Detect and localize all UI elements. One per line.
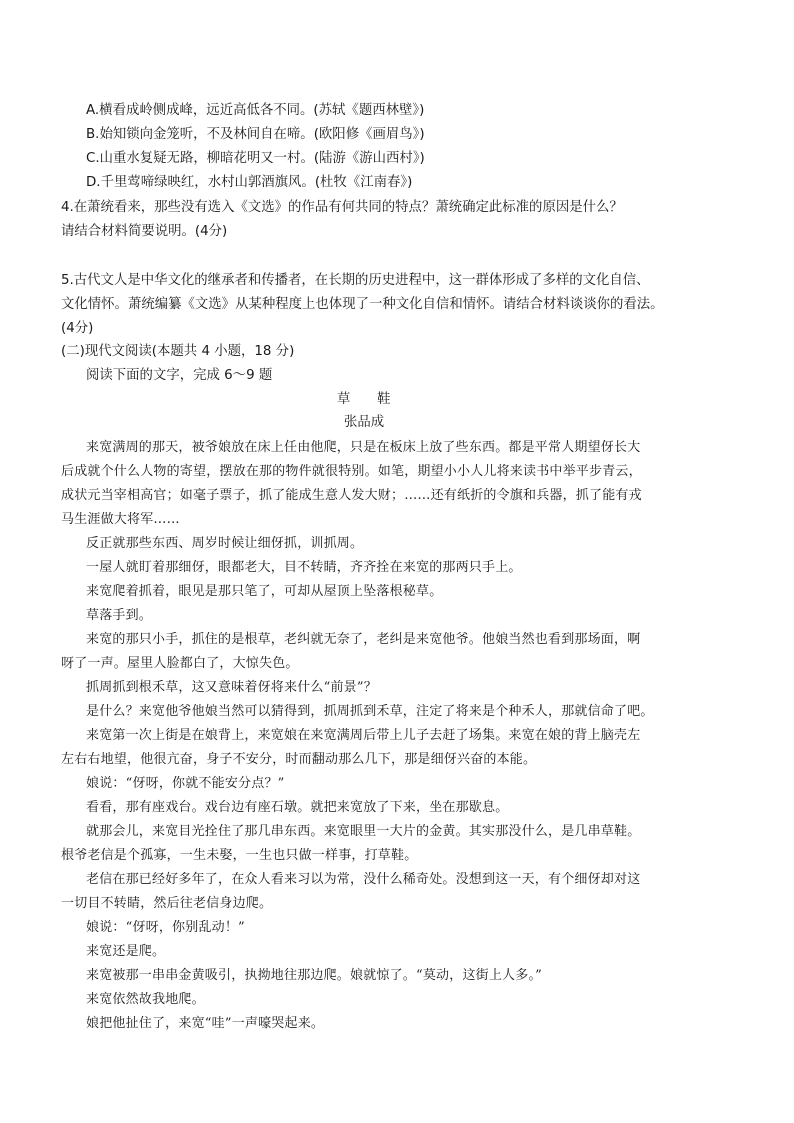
story-paragraph-line: 呀了一声。屋里人脸都白了，大惊失色。 bbox=[61, 656, 299, 671]
story-paragraph-line: 一切目不转睛，然后往老信身边爬。 bbox=[61, 896, 273, 911]
story-paragraph-line: 来宽爬着抓着，眼见是那只笔了，可却从屋顶上坠落根秘草。 bbox=[86, 584, 443, 599]
section-instruction: 阅读下面的文字，完成 6～9 题 bbox=[86, 368, 273, 383]
question-4-line-2: 请结合材料简要说明。(4分) bbox=[61, 224, 228, 239]
story-paragraph-line: 来宽依然故我地爬。 bbox=[86, 992, 205, 1007]
question-4-line-1: 4.在萧统看来，那些没有选入《文选》的作品有何共同的特点？萧统确定此标准的原因是什么？ bbox=[61, 200, 623, 215]
story-paragraph-line: 就那会儿，来宽目光拴住了那几串东西。来宽眼里一大片的金黄。其实那没什么，是几串草鞋。 bbox=[86, 824, 641, 839]
story-paragraph-line: 娘说：“伢呀，你别乱动！” bbox=[86, 920, 245, 935]
story-paragraph-line: 抓周抓到根禾草，这又意味着伢将来什么“前景”？ bbox=[86, 680, 377, 695]
option-d: D.千里莺啼绿映红，水村山郭酒旗风。(杜牧《江南春》) bbox=[86, 175, 413, 190]
story-paragraph-line: 一屋人就盯着那细伢，眼都老大，目不转睛，齐齐拴在来宽的那两只手上。 bbox=[86, 560, 522, 575]
story-paragraph-line: 草落手到。 bbox=[86, 608, 153, 623]
story-paragraph-line: 后成就个什么人物的寄望，摆放在那的物件就很特别。如笔，期望小小人儿将来读书中举平步青云， bbox=[61, 464, 642, 479]
question-5-line-2: 文化情怀。萧统编纂《文选》从某种程度上也体现了一种文化自信和情怀。请结合材料谈谈你的看法。 bbox=[61, 297, 664, 312]
story-paragraph-line: 老信在那已经好多年了，在众人看来习以为常，没什么稀奇处。没想到这一天，有个细伢却对这 bbox=[86, 872, 641, 887]
question-5-line-1: 5.古代文人是中华文化的继承者和传播者，在长期的历史进程中，这一群体形成了多样的文化自信、 bbox=[61, 273, 650, 288]
story-paragraph-line: 来宽被那一串串金黄吸引，执拗地往那边爬。娘就惊了。“莫动，这街上人多。” bbox=[86, 968, 542, 983]
story-paragraph-line: 是什么？来宽他爷他娘当然可以猜得到，抓周抓到禾草，注定了将来是个种禾人，那就信命了吧。 bbox=[86, 704, 654, 719]
story-paragraph-line: 左右右地望，他很亢奋，身子不安分，时而翻动那么几下，那是细伢兴奋的本能。 bbox=[61, 752, 537, 767]
story-paragraph-line: 看看，那有座戏台。戏台边有座石墩。就把来宽放了下来，坐在那歇息。 bbox=[86, 800, 509, 815]
question-5-line-3: (4分) bbox=[61, 321, 94, 336]
story-paragraph-line: 来宽满周的那天，被爷娘放在床上任由他爬，只是在板床上放了些东西。都是平常人期望伢长大 bbox=[86, 440, 641, 455]
story-paragraph-line: 娘把他扯住了，来宽“哇”一声嚎哭起来。 bbox=[86, 1016, 325, 1031]
story-paragraph-line: 反正就那些东西、周岁时候让细伢抓，训抓周。 bbox=[86, 536, 364, 551]
story-paragraph-line: 娘说：“伢呀，你就不能安分点？” bbox=[86, 776, 285, 791]
option-b: B.始知锁向金笼听，不及林间自在啼。(欧阳修《画眉鸟》) bbox=[86, 127, 425, 142]
story-author: 张品成 bbox=[344, 415, 385, 430]
story-paragraph-line: 根爷老信是个孤寡，一生未娶，一生也只做一样事，打草鞋。 bbox=[61, 848, 418, 863]
story-paragraph-line: 来宽第一次上街是在娘背上，来宽娘在来宽满周后带上儿子去赶了场集。来宽在娘的背上脑壳左 bbox=[86, 728, 641, 743]
option-a: A.横看成岭侧成峰，远近高低各不同。(苏轼《题西林壁》) bbox=[86, 103, 425, 118]
story-paragraph-line: 马生涯做大将军…… bbox=[61, 512, 180, 527]
story-paragraph-line: 成状元当宰相高官；如毫子票子，抓了能成生意人发大财；……还有纸折的令旗和兵器，抓了能有戎 bbox=[61, 488, 642, 503]
story-paragraph-line: 来宽还是爬。 bbox=[86, 944, 166, 959]
option-c: C.山重水复疑无路，柳暗花明又一村。(陆游《游山西村》) bbox=[86, 151, 425, 166]
story-paragraph-line: 来宽的那只小手，抓住的是根草，老纠就无奈了，老纠是来宽他爷。他娘当然也看到那场面，啊 bbox=[86, 632, 641, 647]
section-heading: (二)现代文阅读(本题共 4 小题，18 分) bbox=[61, 344, 295, 359]
story-title: 草 鞋 bbox=[337, 392, 391, 407]
